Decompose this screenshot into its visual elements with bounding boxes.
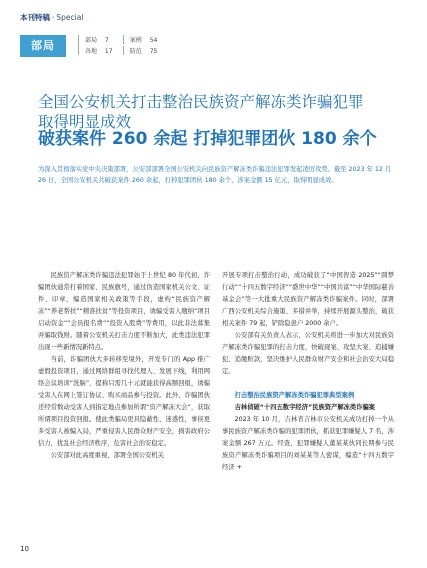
body-paragraph: 民族资产解冻类诈骗违法犯罪始于上世纪 80 年代初，诈骗团伙通常打着国家、民族旗号，通过伪造国家机关公文、证件、印章，编造国家相关政策等手段，虚构“民族资产解冻”“养老帮扶”“精准扶贫”等投资项目，诱骗受害人缴纳“项目启动资金”“会员报名费”“投资入股费”等费用，以此非法募集并骗取钱财。随着公安机关打击力度不断加大，此类违法犯罪出现一些新情况新特点。: [38, 272, 210, 351]
section-header: [20, 12, 83, 23]
page-number: 10: [20, 545, 29, 553]
section-title: 本刊特稿: [20, 13, 50, 22]
body-paragraph: 开展专项打击整治行动，成功破获了“中国智造 2025”“圆梦行动”“十四五数字经济”“盛世中华”“中国共富”“中华国际慈善基金会”等一大批重大民族资产解冻类诈骗案件。同时，部署广西公安机关综合施策、多措并举，持续开展源头整治，破获相关案件 79 起，铲除隐患户 2000 余户。: [222, 272, 394, 327]
stat-label: 部局: [85, 37, 98, 44]
body-paragraph: 2023 年 10 月，吉林省吉林市公安机关成功打掉一个从事民族资产解冻类诈骗的犯罪团伙，抓获犯罪嫌疑人 7 名，涉案金额 267 万元。经查，犯罪嫌疑人董某某伙同长期参与民族资产解冻类诈骗项目的刘某某等人密谋，编造“十四五数字经济 +: [222, 416, 394, 471]
stat-value: 54: [149, 37, 158, 44]
case-title: 吉林侦破“十四五数字经济”民族资产解冻类诈骗案: [234, 404, 376, 411]
article-title-line1: 全国公安机关打击整治民族资产解冻类诈骗犯罪: [38, 93, 364, 111]
stats-divider: [123, 35, 124, 44]
left-column: [38, 270, 210, 462]
department-tab: 部局: [20, 35, 66, 57]
section-heading: 打击整治民族资产解冻类诈骗犯罪典型案例: [234, 392, 355, 399]
department-stats: [74, 35, 166, 57]
stats-divider: [123, 46, 124, 55]
body-paragraph: 当前，诈骗团伙大多转移至境外，开发专门的 App 推广虚假投资项目，通过网络群组寻找代理人、发展下线，利用网络会议培训“洗脑”，提称只需几十元就能获得高额回报，诱骗受害人在网上签订协议、购买商品参与投资。此外，诈骗团伙还经常数动受害人到指定地点参加所谓“资产解冻大会”，获取所谓项目投资回报。使此类骗局更具隐蔽性、迷惑性，事侯更多受害人被骗入局，严重侵害人民群众财产安全，损害政府公信力，扰乱社会经济秩序，危害社会治安稳定。: [38, 356, 210, 447]
right-column: [222, 270, 394, 474]
article-subtitle: 破获案件 260 余起 打掉犯罪团伙 180 余个: [38, 129, 377, 149]
stat-label: 案例: [129, 37, 142, 44]
stat-value: 75: [149, 48, 158, 55]
article-title-line2: 取得明显成效: [38, 113, 132, 131]
stat-value: 7: [104, 37, 109, 44]
section-title-en: Special: [56, 13, 84, 22]
stat-label: 防范: [129, 48, 142, 55]
stat-value: 17: [104, 48, 113, 55]
article-lead: 为深入贯彻落实党中央决策部署，公安部部署全国公安机关向民族资产解冻类诈骗违法犯罪发起凌厉攻势。截至 2023 年 12 月 26 日，全国公安机关共破获案件 260 余起，打掉犯罪团伙 180 余个，涉案金额 15 亿元，取得明显成效。: [38, 166, 392, 184]
body-paragraph: 公安部有关负责人表示，公安机关将进一步加大对民族资产解冻类诈骗犯罪的打击力度，快破现案、攻坚大案、追捕嫌犯、追缴赃款，坚决维护人民群众财产安全和社会治安大局稳定。: [222, 332, 394, 375]
stat-label: 各地: [85, 48, 98, 55]
stats-divider: [78, 35, 79, 55]
header-separator: ·: [52, 13, 55, 22]
body-paragraph: 公安部对此高度重视，部署全国公安机关: [50, 452, 164, 459]
